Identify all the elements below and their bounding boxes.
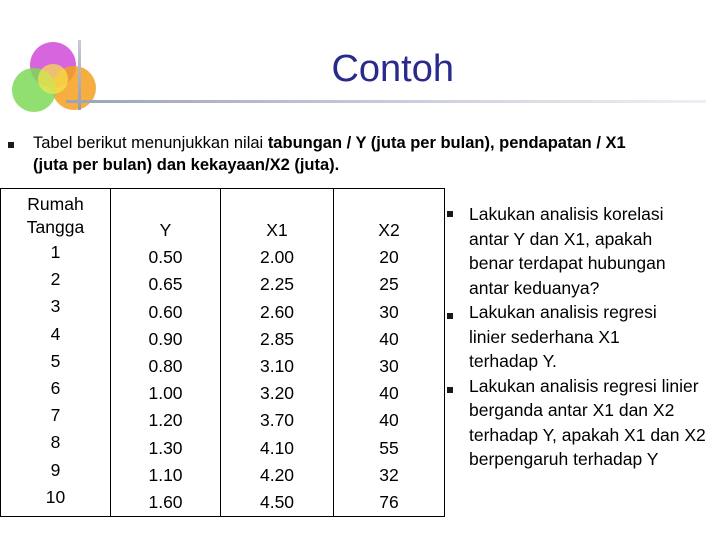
cell: 0.50	[148, 247, 183, 268]
table-row	[1, 189, 445, 517]
task-item: Lakukan analisis korelasi antar Y dan X1, apakah benar terdapat hubungan antar keduanya?	[469, 204, 666, 298]
cell: 40	[379, 410, 399, 431]
header-rumah-tangga: Rumah Tangga	[26, 194, 85, 237]
header-x2: X2	[378, 220, 400, 240]
column-x1	[221, 189, 334, 517]
cell: 76	[379, 492, 399, 513]
cell: 1.60	[148, 492, 183, 513]
header-y: Y	[159, 220, 172, 240]
cell: 6	[50, 378, 61, 399]
cell: 7	[50, 405, 61, 426]
cell: 25	[379, 274, 399, 295]
task-item: Lakukan analisis regresi linier sederhana X1 terhadap Y.	[469, 302, 657, 371]
cell: 3.10	[259, 356, 295, 377]
data-table	[0, 188, 445, 517]
bullet-marker	[447, 387, 453, 393]
cell: 2.85	[259, 328, 295, 349]
cell: 1.00	[148, 383, 183, 404]
slide-title: Contoh	[331, 48, 454, 90]
intro-plain: Tabel berikut menunjukkan nilai	[33, 134, 268, 152]
cell: 4.50	[259, 492, 295, 513]
title-rule-horizontal	[66, 100, 706, 103]
cell: 4	[50, 323, 61, 344]
header-x1: X1	[266, 220, 288, 240]
cell: 8	[50, 432, 61, 453]
cell: 2.25	[259, 274, 295, 295]
cell: 2	[50, 269, 61, 290]
cell: 32	[379, 464, 399, 485]
intro-bold: tabungan / Y (juta per bulan), pendapatan / X1 (juta per bulan) dan kekayaan/X2 (juta).	[33, 134, 626, 174]
column-rumah-tangga	[1, 189, 111, 517]
cell: 1.20	[148, 410, 183, 431]
cell: 0.80	[148, 356, 183, 377]
cell: 30	[379, 356, 399, 377]
rt-values	[1, 239, 110, 511]
cell: 4.10	[259, 437, 295, 458]
bullet-marker	[447, 211, 453, 217]
cell: 2.60	[259, 301, 295, 322]
cell: 4.20	[259, 464, 295, 485]
cell: 3	[50, 296, 61, 317]
bullet-marker	[447, 313, 453, 319]
cell: 1.10	[148, 464, 183, 485]
cell: 20	[379, 247, 399, 268]
task-item: Lakukan analisis regresi linier berganda antar X1 dan X2 terhadap Y, apakah X1 dan X2 berpengaruh terhadap Y	[469, 375, 706, 469]
cell: 3.70	[259, 410, 295, 431]
cell: 5	[50, 350, 61, 371]
cell: 40	[379, 328, 399, 349]
cell: 0.65	[148, 274, 183, 295]
cell: 2.00	[259, 247, 295, 268]
cell: 40	[379, 383, 399, 404]
column-x2	[334, 189, 445, 517]
bullet-marker	[8, 142, 14, 148]
cell: 55	[379, 437, 399, 458]
cell: 0.60	[148, 301, 183, 322]
cell: 30	[379, 301, 399, 322]
cell: 3.20	[259, 383, 295, 404]
decorative-logo	[8, 38, 100, 118]
cell: 1	[50, 242, 61, 262]
cell: 9	[50, 459, 61, 480]
column-y	[111, 189, 221, 517]
task-list	[469, 202, 720, 472]
cell: 1.30	[148, 437, 183, 458]
cell: 0.90	[148, 328, 183, 349]
intro-text	[33, 132, 653, 176]
cell: 10	[45, 486, 66, 507]
